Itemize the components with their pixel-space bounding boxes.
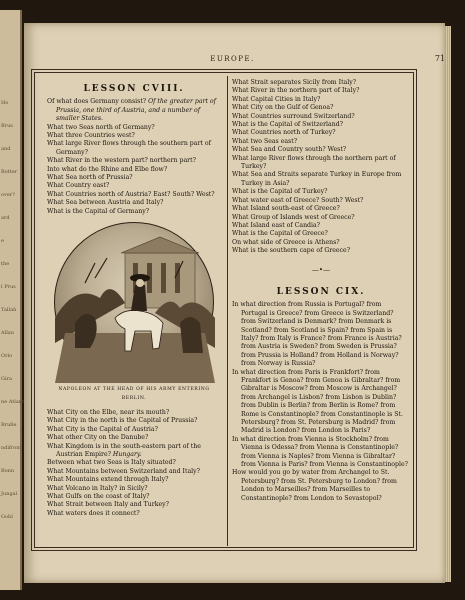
left-page-text-fragment: Brus <box>1 123 13 129</box>
running-header: EUROPE. <box>210 55 255 63</box>
question-line: What is the Capital of Switzerland? <box>232 121 343 129</box>
left-page-text-fragment: and <box>1 146 11 152</box>
intro-answer: Of the greater part of Prussia, one third of Austria, and a number of smaller States. <box>56 98 216 123</box>
question-line: What Sea between Austria and Italy? <box>47 199 164 207</box>
left-page-text-fragment: e <box>1 238 4 244</box>
question-line: What is the Capital of Greece? <box>232 230 328 238</box>
left-page-text-fragment: ard <box>1 215 10 221</box>
question-line: What City on the Gulf of Genoa? <box>232 104 334 112</box>
left-page-text-fragment: Ho <box>1 100 9 106</box>
left-page-text-fragment: over? <box>1 192 15 198</box>
question-line: What Sea and Straits separate Turkey in Europe from Turkey in Asia? <box>232 171 402 187</box>
question-line: What River in the northern part of Italy? <box>232 87 360 95</box>
question-line: What Kingdom is in the south-eastern part of the Austrian Empire? Hungary. <box>47 442 201 458</box>
question-line: What Volcano in Italy? in Sicily? <box>47 484 148 492</box>
left-page-text-fragment: Rotter <box>1 169 18 175</box>
question-line: Between what two Seas is Italy situated? <box>47 459 176 467</box>
right-column <box>232 79 410 503</box>
left-page-text-fragment: Jungal <box>1 491 18 497</box>
question-line: What Sea and Country south? West? <box>232 146 347 154</box>
question-line: In what direction from Vienna is Stockholm? from Vienna is Odessa? from Vienna is Constantinople? from Vienna is Naples? from Vienna is Gibraltar? from Vienna is Paris? from Vienna is Constantinople? <box>232 435 408 469</box>
question-line: What is the southern cape of Greece? <box>232 247 351 255</box>
question-line: What Country east? <box>47 182 110 190</box>
illustration-caption: NAPOLEON AT THE HEAD OF HIS ARMY ENTERING BERLIN. <box>58 387 210 401</box>
question-line: What Countries north of Turkey? <box>232 129 336 137</box>
lesson-109-title: LESSON CIX. <box>276 286 366 297</box>
question-line: What Countries north of Austria? East? South? West? <box>47 190 215 198</box>
question-line: In what direction from Paris is Frankfort? from Frankfort is Genoa? from Genoa is Gibraltar? from Gibraltar is Moscow? from Moscow is Archangel? from Archangel is Lisbon? from Lisbon is Dublin? from Dublin is Berlin? from Berlin is Rome? from Rome is Constantinople? from Constantinople is St. Petersburg? from St. Petersburg is Madrid? from Madrid is London? from London is Paris? <box>232 368 403 435</box>
intro-text: Of what does Germany consist? <box>47 98 147 106</box>
question-line: What other City on the Danube? <box>47 434 149 442</box>
napoleon-illustration <box>54 222 214 382</box>
question-line: What Gulfs on the coast of Italy? <box>47 492 150 500</box>
engraving-icon <box>55 223 215 383</box>
left-page-text-fragment: l Prus <box>1 284 16 290</box>
question-list-b <box>47 409 221 518</box>
left-page-text-fragment: Orlo <box>1 353 13 359</box>
question-line: What Strait between Italy and Turkey? <box>47 501 169 509</box>
question-line: What City on the Elbe, near its mouth? <box>47 408 170 416</box>
question-line: What large River flows through the northern part of Turkey? <box>232 154 396 171</box>
question-line: What Sea north of Prussia? <box>47 174 133 182</box>
left-page-text-fragment: Gobl <box>1 514 13 520</box>
question-list-a <box>47 124 221 216</box>
question-line: What River in the western part? northern part? <box>47 157 196 165</box>
left-page-text-fragment: Brulle <box>1 422 17 428</box>
question-line: What water east of Greece? South? West? <box>232 196 364 204</box>
page-number: 71 <box>434 54 445 63</box>
question-line: What Island east of Candia? <box>232 221 321 229</box>
left-page-edge <box>0 10 25 590</box>
left-page-text-fragment: Gira <box>1 376 12 382</box>
question-line: What Countries surround Switzerland? <box>232 112 355 120</box>
question-line: In what direction from Russia is Portugal? from Portugal is Greece? from Greece is Switzerland? from Switzerland is Denmark? from Denmark is Scotland? from Scotland is Spain? from Spain is Italy? from Italy is France? from France is Austria? from Austria is Sweden? from Sweden is Prussia? from Prussia is Holland? from Holland is Norway? from Norway is Russia? <box>232 301 402 368</box>
lesson-108-title: LESSON CVIII. <box>83 84 185 94</box>
left-page-text-fragment: Tallah <box>1 307 17 313</box>
column-divider <box>227 76 228 546</box>
question-line: What Mountains between Switzerland and Italy? <box>47 467 200 475</box>
question-line: What three Countries west? <box>47 132 135 140</box>
question-list-d <box>232 301 410 503</box>
question-line: What City in the north is the Capital of Prussia? <box>47 417 198 425</box>
question-line: What Strait separates Sicily from Italy? <box>232 79 357 86</box>
question-line: What Capital Cities in Italy? <box>232 95 321 103</box>
left-page-text-fragment: Allan <box>1 330 15 336</box>
hungary-answer: Hungary. <box>110 450 142 458</box>
left-page-text-fragment: ne Atlant <box>1 399 25 405</box>
left-column <box>47 85 221 518</box>
question-line: On what side of Greece is Athens? <box>232 238 340 246</box>
question-line: What large River flows through the southern part of Germany? <box>47 140 211 156</box>
section-ornament: —•— <box>311 265 331 274</box>
question-line: Into what do the Rhine and Elbe flow? <box>47 165 168 173</box>
question-line: What City is the Capital of Austria? <box>47 425 158 433</box>
question-line: What is the Capital of Germany? <box>47 207 150 215</box>
question-list-c <box>232 79 410 256</box>
left-page-text-fragment: Bonn <box>1 468 15 474</box>
question-line: What two Seas east? <box>232 137 298 145</box>
question-line: What Group of Islands west of Greece? <box>232 213 355 221</box>
left-page-text-fragment: the <box>1 261 10 267</box>
question-line: What two Seas north of Germany? <box>47 123 155 131</box>
question-line: How would you go by water from Archangel to St. Petersburg? from St. Petersburg to London? from London to Marseilles? from Marseilles to Constantinople? from London to Sevastopol? <box>232 469 397 502</box>
left-page-text-fragment: ndifrom <box>1 445 22 451</box>
question-line: What Island south-east of Greece? <box>232 205 340 213</box>
intro-question <box>47 98 221 123</box>
question-line: What waters does it connect? <box>47 509 140 517</box>
question-line: What Mountains extend through Italy? <box>47 476 169 484</box>
question-line: What is the Capital of Turkey? <box>232 188 328 196</box>
